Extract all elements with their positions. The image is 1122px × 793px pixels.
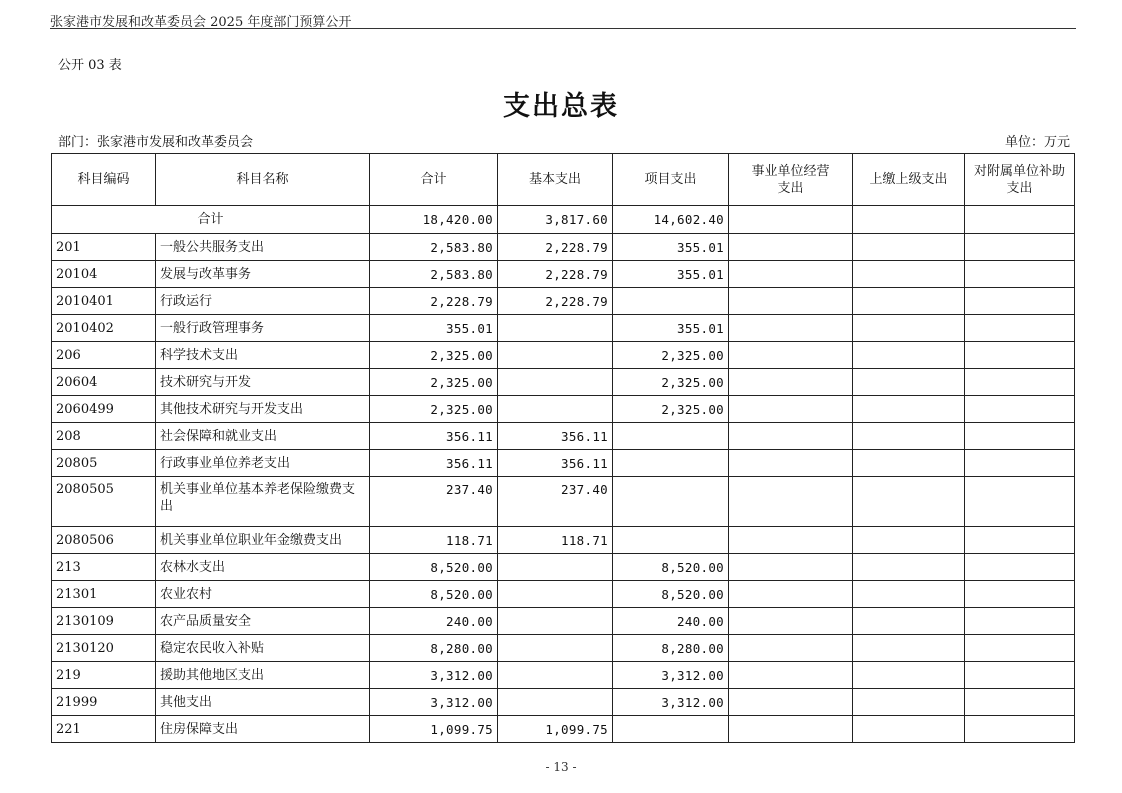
cell-affiliated <box>965 477 1075 527</box>
cell-project: 2,325.00 <box>613 342 729 369</box>
cell-project: 8,520.00 <box>613 554 729 581</box>
cell-total: 2,325.00 <box>370 396 498 423</box>
cell-basic <box>498 608 613 635</box>
cell-name: 其他支出 <box>156 689 370 716</box>
cell-upper <box>853 477 965 527</box>
header-code: 科目编码 <box>52 154 156 206</box>
cell-code: 20604 <box>52 369 156 396</box>
cell-affiliated <box>965 396 1075 423</box>
cell-code: 21999 <box>52 689 156 716</box>
cell-code: 2010401 <box>52 288 156 315</box>
cell-project: 2,325.00 <box>613 369 729 396</box>
header-rule <box>50 28 1076 29</box>
cell-basic: 2,228.79 <box>498 288 613 315</box>
cell-affiliated <box>965 662 1075 689</box>
total-cell-basic: 3,817.60 <box>498 206 613 234</box>
cell-upper <box>853 450 965 477</box>
cell-basic <box>498 369 613 396</box>
cell-upper <box>853 315 965 342</box>
cell-business <box>729 234 853 261</box>
cell-project: 240.00 <box>613 608 729 635</box>
table-row <box>52 423 1075 450</box>
cell-upper <box>853 554 965 581</box>
cell-total: 240.00 <box>370 608 498 635</box>
cell-name: 一般行政管理事务 <box>156 315 370 342</box>
cell-code: 2130109 <box>52 608 156 635</box>
cell-upper <box>853 288 965 315</box>
cell-code: 208 <box>52 423 156 450</box>
table-row <box>52 342 1075 369</box>
table-row <box>52 554 1075 581</box>
cell-total: 2,325.00 <box>370 342 498 369</box>
cell-total: 2,583.80 <box>370 234 498 261</box>
cell-basic: 237.40 <box>498 477 613 527</box>
cell-upper <box>853 369 965 396</box>
cell-total: 8,520.00 <box>370 554 498 581</box>
cell-business <box>729 396 853 423</box>
cell-affiliated <box>965 581 1075 608</box>
cell-total: 2,325.00 <box>370 369 498 396</box>
cell-name: 科学技术支出 <box>156 342 370 369</box>
cell-basic <box>498 315 613 342</box>
cell-name: 机关事业单位职业年金缴费支出 <box>156 527 370 554</box>
cell-project: 355.01 <box>613 261 729 288</box>
cell-affiliated <box>965 689 1075 716</box>
cell-upper <box>853 608 965 635</box>
cell-affiliated <box>965 261 1075 288</box>
cell-affiliated <box>965 716 1075 743</box>
cell-code: 20104 <box>52 261 156 288</box>
total-cell-total: 18,420.00 <box>370 206 498 234</box>
cell-affiliated <box>965 527 1075 554</box>
running-header: 张家港市发展和改革委员会 2025 年度部门预算公开 <box>50 15 352 30</box>
cell-total: 237.40 <box>370 477 498 527</box>
cell-upper <box>853 662 965 689</box>
cell-business <box>729 608 853 635</box>
cell-business <box>729 315 853 342</box>
cell-total: 356.11 <box>370 450 498 477</box>
cell-name: 农林水支出 <box>156 554 370 581</box>
cell-code: 2130120 <box>52 635 156 662</box>
cell-upper <box>853 342 965 369</box>
cell-business <box>729 662 853 689</box>
cell-basic <box>498 581 613 608</box>
cell-name: 一般公共服务支出 <box>156 234 370 261</box>
header-business: 事业单位经营支出 <box>729 154 853 206</box>
cell-business <box>729 423 853 450</box>
cell-total: 2,583.80 <box>370 261 498 288</box>
cell-affiliated <box>965 315 1075 342</box>
table-row <box>52 662 1075 689</box>
header-basic: 基本支出 <box>498 154 613 206</box>
page-title: 支出总表 <box>503 91 619 122</box>
cell-basic <box>498 635 613 662</box>
cell-name: 援助其他地区支出 <box>156 662 370 689</box>
cell-project: 8,520.00 <box>613 581 729 608</box>
cell-upper <box>853 635 965 662</box>
cell-total: 118.71 <box>370 527 498 554</box>
cell-affiliated <box>965 554 1075 581</box>
table-row <box>52 315 1075 342</box>
cell-basic <box>498 342 613 369</box>
cell-code: 206 <box>52 342 156 369</box>
unit-label: 单位：万元 <box>1004 135 1070 150</box>
cell-project <box>613 450 729 477</box>
cell-code: 201 <box>52 234 156 261</box>
header-name: 科目名称 <box>156 154 370 206</box>
cell-project: 8,280.00 <box>613 635 729 662</box>
cell-affiliated <box>965 342 1075 369</box>
cell-upper <box>853 527 965 554</box>
cell-affiliated <box>965 608 1075 635</box>
page-number: - 13 - <box>545 760 577 774</box>
cell-basic: 356.11 <box>498 423 613 450</box>
cell-name: 行政运行 <box>156 288 370 315</box>
cell-basic: 2,228.79 <box>498 234 613 261</box>
cell-business <box>729 342 853 369</box>
cell-code: 2060499 <box>52 396 156 423</box>
table-row <box>52 450 1075 477</box>
cell-name: 机关事业单位基本养老保险缴费支出 <box>156 477 370 527</box>
table-row <box>52 635 1075 662</box>
cell-basic: 2,228.79 <box>498 261 613 288</box>
cell-business <box>729 369 853 396</box>
table-row <box>52 716 1075 743</box>
cell-business <box>729 581 853 608</box>
table-row <box>52 689 1075 716</box>
cell-affiliated <box>965 423 1075 450</box>
cell-total: 8,520.00 <box>370 581 498 608</box>
cell-affiliated <box>965 234 1075 261</box>
cell-total: 1,099.75 <box>370 716 498 743</box>
cell-total: 355.01 <box>370 315 498 342</box>
table-row <box>52 527 1075 554</box>
cell-affiliated <box>965 635 1075 662</box>
cell-business <box>729 689 853 716</box>
table-row <box>52 261 1075 288</box>
cell-name: 住房保障支出 <box>156 716 370 743</box>
cell-affiliated <box>965 450 1075 477</box>
cell-business <box>729 477 853 527</box>
cell-project <box>613 423 729 450</box>
header-project: 项目支出 <box>613 154 729 206</box>
cell-name: 农产品质量安全 <box>156 608 370 635</box>
cell-total: 3,312.00 <box>370 689 498 716</box>
total-cell-affiliated <box>965 206 1075 234</box>
table-row <box>52 396 1075 423</box>
header-total: 合计 <box>370 154 498 206</box>
cell-code: 21301 <box>52 581 156 608</box>
table-header-row <box>52 154 1075 206</box>
cell-code: 20805 <box>52 450 156 477</box>
form-code: 公开 03 表 <box>58 58 122 73</box>
cell-name: 技术研究与开发 <box>156 369 370 396</box>
expenditure-table <box>51 153 1075 743</box>
cell-upper <box>853 689 965 716</box>
cell-project: 3,312.00 <box>613 662 729 689</box>
table-row <box>52 477 1075 527</box>
table-row <box>52 608 1075 635</box>
cell-name: 行政事业单位养老支出 <box>156 450 370 477</box>
cell-basic: 1,099.75 <box>498 716 613 743</box>
table-row <box>52 234 1075 261</box>
cell-project: 355.01 <box>613 315 729 342</box>
cell-business <box>729 261 853 288</box>
cell-upper <box>853 581 965 608</box>
cell-basic <box>498 396 613 423</box>
total-cell-project: 14,602.40 <box>613 206 729 234</box>
cell-business <box>729 288 853 315</box>
cell-total: 2,228.79 <box>370 288 498 315</box>
cell-business <box>729 716 853 743</box>
cell-upper <box>853 261 965 288</box>
table-row <box>52 369 1075 396</box>
cell-upper <box>853 423 965 450</box>
cell-project <box>613 288 729 315</box>
cell-business <box>729 554 853 581</box>
total-label: 合计 <box>52 206 370 234</box>
cell-total: 356.11 <box>370 423 498 450</box>
cell-code: 2080506 <box>52 527 156 554</box>
cell-business <box>729 527 853 554</box>
table-row <box>52 288 1075 315</box>
cell-code: 213 <box>52 554 156 581</box>
cell-affiliated <box>965 288 1075 315</box>
department-label: 部门：张家港市发展和改革委员会 <box>58 135 254 150</box>
cell-code: 2080505 <box>52 477 156 527</box>
cell-affiliated <box>965 369 1075 396</box>
total-row <box>52 206 1075 234</box>
cell-project <box>613 477 729 527</box>
cell-code: 219 <box>52 662 156 689</box>
cell-basic: 356.11 <box>498 450 613 477</box>
cell-name: 发展与改革事务 <box>156 261 370 288</box>
cell-basic: 118.71 <box>498 527 613 554</box>
header-affiliated: 对附属单位补助支出 <box>965 154 1075 206</box>
cell-code: 2010402 <box>52 315 156 342</box>
header-upper: 上缴上级支出 <box>853 154 965 206</box>
total-cell-business <box>729 206 853 234</box>
cell-total: 3,312.00 <box>370 662 498 689</box>
total-cell-upper <box>853 206 965 234</box>
cell-business <box>729 450 853 477</box>
cell-basic <box>498 554 613 581</box>
cell-project <box>613 716 729 743</box>
cell-basic <box>498 662 613 689</box>
table-row <box>52 581 1075 608</box>
cell-basic <box>498 689 613 716</box>
cell-total: 8,280.00 <box>370 635 498 662</box>
cell-name: 社会保障和就业支出 <box>156 423 370 450</box>
cell-business <box>729 635 853 662</box>
cell-project: 355.01 <box>613 234 729 261</box>
cell-project <box>613 527 729 554</box>
cell-code: 221 <box>52 716 156 743</box>
cell-project: 2,325.00 <box>613 396 729 423</box>
cell-project: 3,312.00 <box>613 689 729 716</box>
cell-upper <box>853 716 965 743</box>
cell-upper <box>853 234 965 261</box>
cell-name: 稳定农民收入补贴 <box>156 635 370 662</box>
cell-name: 农业农村 <box>156 581 370 608</box>
cell-name: 其他技术研究与开发支出 <box>156 396 370 423</box>
cell-upper <box>853 396 965 423</box>
